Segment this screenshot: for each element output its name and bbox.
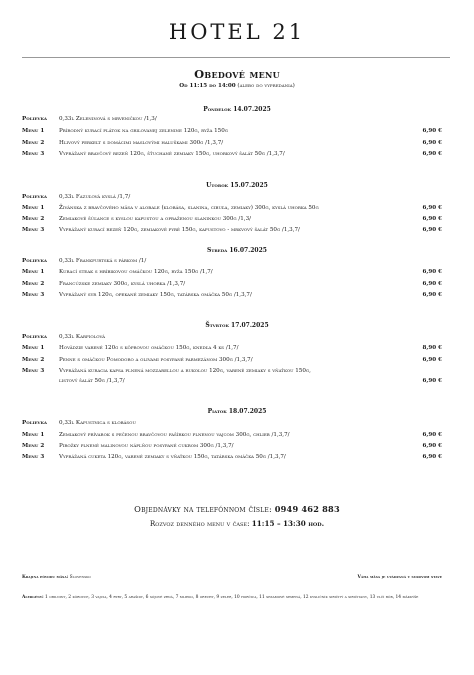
row-desc: listový šalát 50g /1,3,7/: [59, 378, 125, 384]
row-price: 6,90 €: [422, 378, 442, 384]
row-desc: Francúzske zemiaky 300g, kyslá uhorka /1,3,7/: [59, 281, 186, 287]
row-label: Polievka: [22, 420, 47, 426]
menu-row: [22, 203, 442, 213]
row-desc: 0,33l Karfiolová: [59, 334, 105, 340]
meat-origin: [22, 575, 91, 580]
row-desc: Prírodný kurací plátok na grilovanej zelenine 120g, ryža 150g: [59, 128, 228, 134]
row-label: Polievka: [22, 334, 47, 340]
menu-row: [22, 149, 442, 159]
day-heading: Streda 16.07.2025: [207, 247, 267, 254]
row-label: Menu 1: [22, 205, 45, 211]
row-label: Menu 3: [22, 292, 45, 298]
day-heading: Pondelok 14.07.2025: [203, 106, 271, 113]
menu-row: [22, 418, 442, 428]
row-desc: Vyprážaný kurací rezeň 120g, zemiakové pyré 150g, kapustovo - mrkvový šalát 50g /1,3,7/: [59, 227, 300, 233]
row-desc: Penne s omáčkou Pomodoro a olivami posypané parmezánom 300g /1,3,7/: [59, 357, 253, 363]
menu-row: [22, 126, 442, 136]
row-label: Menu 2: [22, 216, 45, 222]
day-heading: Štvrtok 17.07.2025: [205, 322, 269, 329]
row-label: Menu 3: [22, 151, 45, 157]
menu-row: [22, 332, 442, 342]
row-label: Polievka: [22, 194, 47, 200]
row-label: Polievka: [22, 258, 47, 264]
row-desc: 0,33l Zeleninová s mrveničkou /1,3/: [59, 116, 157, 122]
row-label: Menu 2: [22, 357, 45, 363]
menu-row: [22, 441, 442, 451]
row-desc: Pirožky plnené malinovou náplňou posypané cukrom 300g /1,3,7/: [59, 443, 234, 449]
menu-row: [22, 279, 442, 289]
menu-row: [22, 452, 442, 462]
header-divider: [22, 57, 450, 58]
row-label: Menu 1: [22, 345, 45, 351]
day-heading: Utorok 15.07.2025: [206, 182, 268, 189]
row-desc: Živánska z bravčového mäsa v alobale (klobása, slanina, cibuľa, zemiaky) 300g, kyslá uhorka 50g: [59, 205, 319, 211]
menu-row: [22, 355, 442, 365]
menu-row: [22, 430, 442, 440]
row-price: 6,90 €: [422, 151, 442, 157]
menu-row: [22, 256, 442, 266]
menu-row: [22, 225, 442, 235]
row-label: Menu 1: [22, 128, 45, 134]
serving-note: (alebo do vypredania): [235, 83, 295, 89]
origin-label: Krajina pôvodu mäsa:: [22, 575, 69, 580]
row-label: Menu 3: [22, 368, 45, 374]
row-label: Menu 3: [22, 227, 45, 233]
row-price: 8,90 €: [422, 345, 442, 351]
row-price: 6,90 €: [422, 357, 442, 363]
row-price: 6,90 €: [422, 432, 442, 438]
row-desc: Hlivový perkelt s domácimi maslovými haluškami 300g /1,3,7/: [59, 140, 224, 146]
menu-row-continued: [22, 376, 442, 386]
row-price: 6,90 €: [422, 128, 442, 134]
row-label: Menu 2: [22, 281, 45, 287]
menu-subtitle: [0, 83, 474, 89]
row-desc: Vyprážaný syr 120g, opekané zemiaky 150g, tatárska omáčka 50g /1,3,7/: [59, 292, 252, 298]
row-desc: Vyprážaná cuketa 120g, varené zemiaky s vňaťkou 150g, tatárska omáčka 50g /1,3,7/: [59, 454, 286, 460]
row-price: 6,90 €: [422, 443, 442, 449]
row-desc: Zemiakový prívarok s pečenou bravčovou fašírkou plnenou vajcom 300g, chlieb /1,3,7/: [59, 432, 290, 438]
row-price: 6,90 €: [422, 227, 442, 233]
row-desc: 0,33l Fazuľová kyslá /1,7/: [59, 194, 131, 200]
delivery-text: Rozvoz denného menu v čase:: [149, 519, 252, 528]
menu-title: Obedové menu: [194, 67, 280, 81]
delivery-info: [0, 519, 474, 528]
menu-row: [22, 343, 442, 353]
row-desc: Zemiakové šúľance s kyslou kapustou a opraženou slaninkou 300g /1,3/: [59, 216, 252, 222]
row-price: 6,90 €: [422, 205, 442, 211]
order-text: Objednávky na telefónnom čísle:: [134, 504, 275, 514]
delivery-time: 11:15 – 13:30 hod.: [251, 519, 325, 528]
row-label: Menu 1: [22, 432, 45, 438]
row-desc: Vyprážaný bravčový rezeň 120g, šťuchané zemiaky 150g, uhorkový šalát 50g /1,3,7/: [59, 151, 285, 157]
menu-row: [22, 290, 442, 300]
order-phone: 0949 462 883: [274, 504, 340, 514]
row-desc: Hovädzie varené 120g s kôprovou omáčkou 150g, knedľa 4 ks /1,7/: [59, 345, 239, 351]
row-label: Menu 2: [22, 140, 45, 146]
serving-hours: Od 11:15 do 14:00: [179, 83, 236, 89]
row-label: Menu 1: [22, 269, 45, 275]
row-label: Polievka: [22, 116, 47, 122]
origin-value: Slovensko: [68, 575, 91, 580]
row-price: 6,90 €: [422, 454, 442, 460]
row-desc: Kurací steak s hríbikovou omáčkou 120g, ryža 150g /1,7/: [59, 269, 213, 275]
menu-row: [22, 114, 442, 124]
hotel-name: HOTEL 21: [168, 20, 306, 44]
allergens: [22, 594, 450, 602]
menu-row: [22, 267, 442, 277]
order-info: [0, 504, 474, 514]
weight-note: Váha mäsa je uvádzaná v surovom stave: [357, 575, 442, 580]
day-heading: Piatok 18.07.2025: [207, 408, 267, 415]
menu-row: [22, 192, 442, 202]
row-price: 6,90 €: [422, 269, 442, 275]
allergens-label: Alergény:: [22, 595, 44, 600]
row-label: Menu 2: [22, 443, 45, 449]
row-desc: Vyprážaná kuracia kapsa plnená mozzarellou a rukolou 120g, varené zemiaky s vňaťkou 150g,: [59, 368, 311, 374]
menu-row: [22, 366, 442, 376]
row-label: Menu 3: [22, 454, 45, 460]
row-desc: 0,33l Kapustnica s klobásou: [59, 420, 136, 426]
row-price: 6,90 €: [422, 140, 442, 146]
row-price: 6,90 €: [422, 216, 442, 222]
row-price: 6,90 €: [422, 281, 442, 287]
menu-row: [22, 138, 442, 148]
row-price: 6,90 €: [422, 292, 442, 298]
menu-row: [22, 214, 442, 224]
row-desc: 0,33l Frankfurtská s párkom /1/: [59, 258, 147, 264]
allergens-text: 1 obilniny, 2 kôrovce, 3 vajcia, 4 ryby, 5 arašidy, 6 sójové zrná, 7 mlieko, 8 orechy, 9 zeler, 10 horčica, 11 sezamové semená, 12 kysličník siričitý a siričitany, 13 vlčí bôb, 14 mäkkýše: [43, 595, 419, 600]
